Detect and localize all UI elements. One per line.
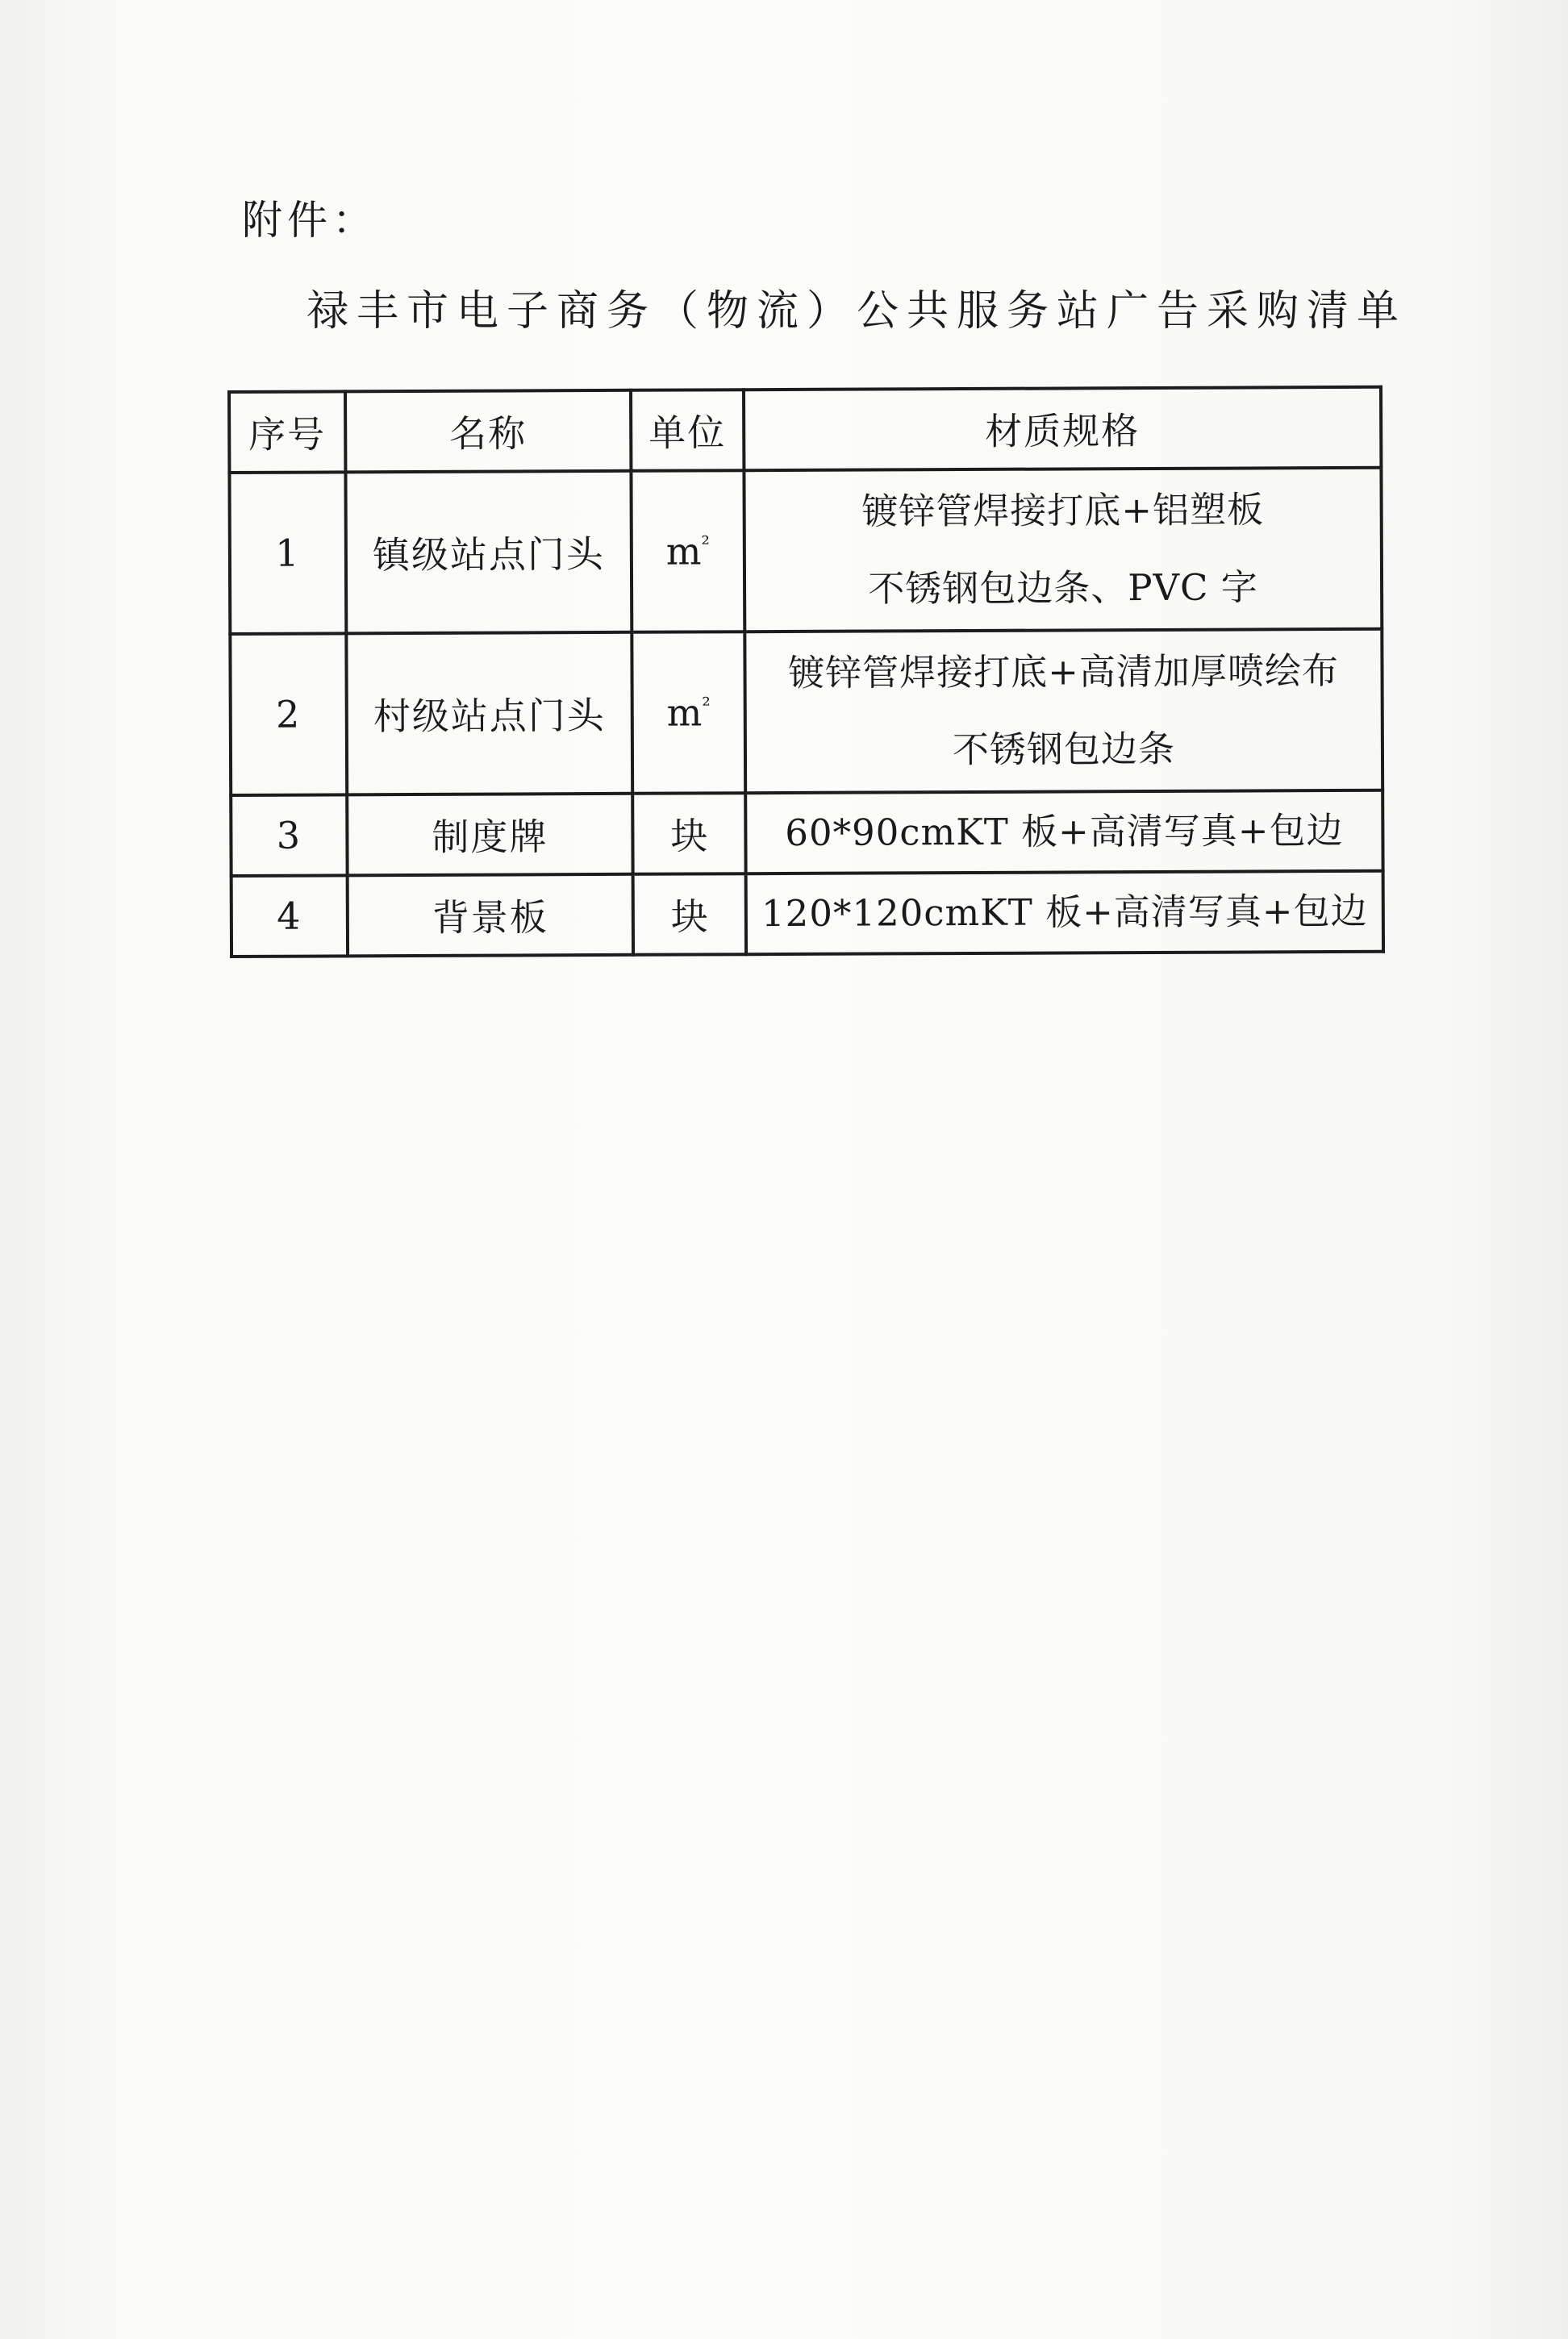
cell-unit: 块 bbox=[633, 873, 746, 955]
table-header-row bbox=[229, 387, 1381, 473]
cell-unit: $m^{^2}$ bbox=[631, 470, 744, 632]
cell-no: 3 bbox=[231, 794, 347, 876]
spec-line: 不锈钢包边条、PVC 字 bbox=[868, 565, 1258, 611]
header-spec: 材质规格 bbox=[744, 387, 1381, 470]
cell-name: 制度牌 bbox=[347, 794, 632, 876]
spec-line: 60*90cmKT 板+高清写真+包边 bbox=[785, 808, 1344, 854]
table-row bbox=[230, 629, 1382, 795]
table-row bbox=[231, 790, 1382, 876]
spec-line: 镀锌管焊接打底+高清加厚喷绘布 bbox=[788, 648, 1340, 694]
cell-spec bbox=[744, 629, 1382, 793]
cell-no: 1 bbox=[229, 472, 346, 634]
table-row bbox=[231, 871, 1383, 957]
attachment-label: 附件： bbox=[242, 197, 377, 244]
document-title: 禄丰市电子商务（物流）公共服务站广告采购清单 bbox=[307, 287, 1407, 336]
spec-line: 120*120cmKT 板+高清写真+包边 bbox=[761, 889, 1368, 936]
cell-spec bbox=[745, 790, 1382, 873]
cell-unit: 块 bbox=[632, 793, 745, 874]
header-no: 序号 bbox=[229, 391, 345, 473]
cell-spec bbox=[744, 468, 1382, 632]
cell-spec bbox=[746, 871, 1383, 954]
cell-name: 背景板 bbox=[348, 874, 633, 957]
spec-line: 镀锌管焊接打底+铝塑板 bbox=[861, 488, 1265, 533]
header-unit: 单位 bbox=[631, 390, 744, 471]
procurement-table bbox=[227, 386, 1385, 958]
cell-name: 镇级站点门头 bbox=[345, 471, 632, 634]
header-name: 名称 bbox=[345, 390, 631, 473]
cell-unit: $m^{^2}$ bbox=[632, 632, 745, 794]
procurement-table-container bbox=[227, 386, 1382, 958]
table-row bbox=[229, 468, 1382, 634]
cell-no: 2 bbox=[230, 633, 347, 795]
spec-line: 不锈钢包边条 bbox=[952, 727, 1176, 772]
cell-name: 村级站点门头 bbox=[346, 632, 632, 795]
cell-no: 4 bbox=[231, 875, 348, 957]
